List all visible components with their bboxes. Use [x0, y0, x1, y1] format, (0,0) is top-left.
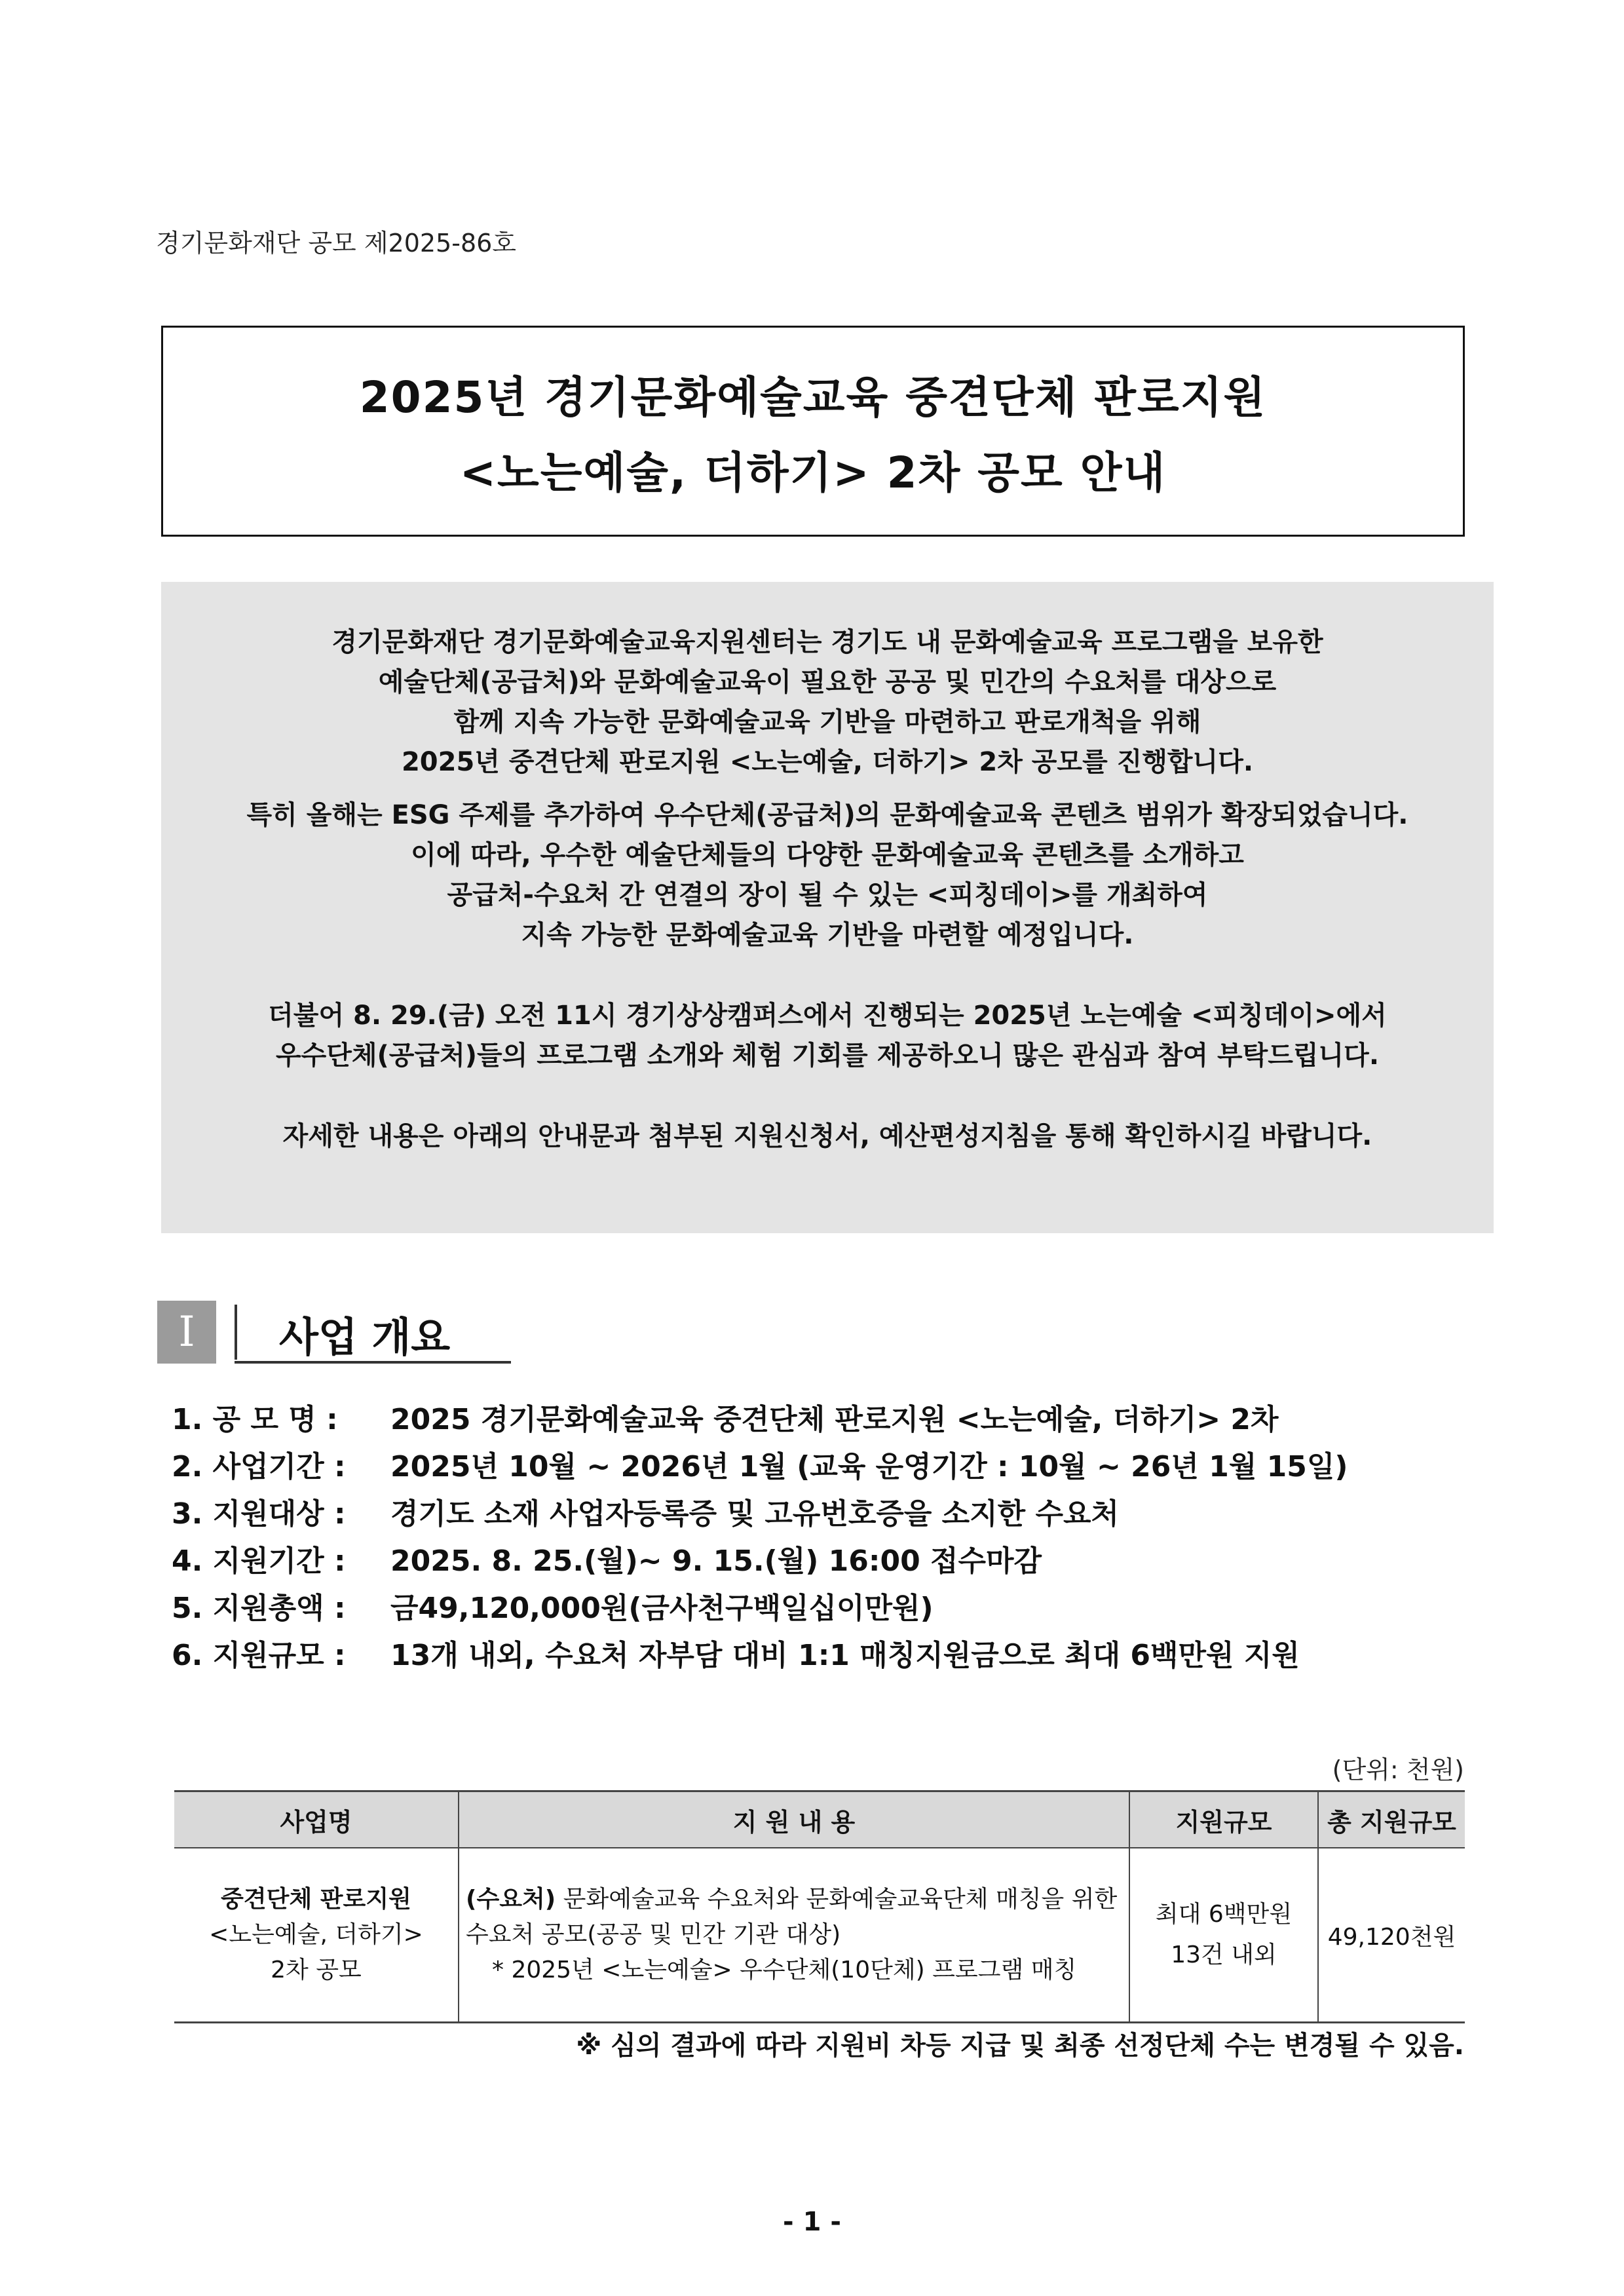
section-title: 사업 개요 — [279, 1313, 451, 1361]
intro-line: 이에 따라, 우수한 예술단체들의 다양한 문화예술교육 콘텐츠를 소개하고 — [411, 840, 1244, 870]
overview-label: 3. 지원대상 : — [172, 1497, 346, 1531]
intro-line: 우수단체(공급처)들의 프로그램 소개와 체험 기회를 제공하오니 많은 관심과 참여 부탁드립니다. — [275, 1041, 1380, 1071]
intro-box — [161, 582, 1494, 1233]
section-divider — [235, 1305, 237, 1360]
table-header: 지원규모 — [1129, 1791, 1318, 1848]
project-name-line: 중견단체 판로지원 — [221, 1886, 411, 1913]
support-table — [174, 1790, 1465, 2023]
overview-item — [172, 1535, 1482, 1582]
table-row — [174, 1848, 1465, 2023]
table-header: 사업명 — [174, 1791, 459, 1848]
overview-value: 2025 경기문화예술교육 중견단체 판로지원 <노는예술, 더하기> 2차 — [390, 1403, 1279, 1436]
title-box — [161, 326, 1465, 537]
content-label: (수요처) — [466, 1886, 556, 1913]
intro-line: 지속 가능한 문화예술교육 기반을 마련할 예정입니다. — [521, 920, 1134, 950]
intro-line: 함께 지속 가능한 문화예술교육 기반을 마련하고 판로개척을 위해 — [453, 707, 1201, 737]
cell-project-name — [174, 1848, 459, 2023]
content-line: 수요처 공모(공공 및 민간 기관 대상) — [466, 1921, 841, 1948]
overview-label: 1. 공 모 명 : — [172, 1403, 338, 1436]
overview-value: 2025년 10월 ~ 2026년 1월 (교육 운영기간 : 10월 ~ 26년 1월 15일) — [390, 1450, 1348, 1483]
content-line — [466, 1882, 1128, 1917]
project-name-line: <노는예술, 더하기> — [209, 1921, 423, 1948]
cell-total-scale: 49,120천원 — [1318, 1848, 1465, 2023]
table-header: 지 원 내 용 — [459, 1791, 1129, 1848]
table-header-row — [174, 1791, 1465, 1848]
overview-list — [172, 1393, 1482, 1676]
content-note: * 2025년 <노는예술> 우수단체(10단체) 프로그램 매칭 — [492, 1957, 1077, 1983]
intro-line: 2025년 중견단체 판로지원 <노는예술, 더하기> 2차 공모를 진행합니다. — [401, 747, 1254, 777]
intro-line: 자세한 내용은 아래의 안내문과 첨부된 지원신청서, 예산편성지침을 통해 확인하시길 바랍니다. — [282, 1121, 1372, 1151]
intro-line: 경기문화재단 경기문화예술교육지원센터는 경기도 내 문화예술교육 프로그램을 보유한 — [331, 627, 1323, 657]
overview-item — [172, 1393, 1482, 1440]
cell-support-scale — [1129, 1848, 1318, 2023]
overview-value: 금49,120,000원(금사천구백일십이만원) — [390, 1592, 934, 1625]
document-number: 경기문화재단 공모 제2025-86호 — [156, 229, 517, 258]
overview-item — [172, 1487, 1482, 1535]
cell-support-content — [459, 1848, 1129, 2023]
overview-item — [172, 1582, 1482, 1629]
overview-item — [172, 1440, 1482, 1487]
overview-label: 6. 지원규모 : — [172, 1639, 346, 1672]
overview-value: 경기도 소재 사업자등록증 및 고유번호증을 소지한 수요처 — [390, 1497, 1120, 1531]
project-name-line: 2차 공모 — [271, 1957, 362, 1983]
overview-label: 5. 지원총액 : — [172, 1592, 346, 1625]
table-header: 총 지원규모 — [1318, 1791, 1465, 1848]
overview-label: 4. 지원기간 : — [172, 1544, 346, 1578]
content-text: 문화예술교육 수요처와 문화예술교육단체 매칭을 위한 — [556, 1886, 1118, 1913]
title-line-2: <노는예술, 더하기> 2차 공모 안내 — [459, 448, 1167, 498]
overview-label: 2. 사업기간 : — [172, 1450, 346, 1483]
section-heading — [157, 1301, 511, 1366]
intro-line: 더불어 8. 29.(금) 오전 11시 경기상상캠퍼스에서 진행되는 2025년 노는예술 <피칭데이>에서 — [268, 1001, 1387, 1031]
page-number: - 1 - — [783, 2207, 841, 2237]
overview-value: 13개 내외, 수요처 자부담 대비 1:1 매칭지원금으로 최대 6백만원 지원 — [390, 1639, 1300, 1672]
unit-note: (단위: 천원) — [1332, 1755, 1464, 1784]
overview-item — [172, 1629, 1482, 1676]
footnote: ※ 심의 결과에 따라 지원비 차등 지급 및 최종 선정단체 수는 변경될 수 있음. — [576, 2031, 1464, 2061]
intro-line: 특히 올해는 ESG 주제를 추가하여 우수단체(공급처)의 문화예술교육 콘텐츠 범위가 확장되었습니다. — [246, 800, 1408, 830]
section-number: I — [157, 1301, 216, 1364]
intro-line: 예술단체(공급처)와 문화예술교육이 필요한 공공 및 민간의 수요처를 대상으로 — [378, 667, 1277, 697]
scale-line: 최대 6백만원 — [1155, 1901, 1293, 1928]
title-line-1: 2025년 경기문화예술교육 중견단체 판로지원 — [359, 372, 1267, 423]
scale-line: 13건 내외 — [1171, 1942, 1277, 1968]
intro-line: 공급처-수요처 간 연결의 장이 될 수 있는 <피칭데이>를 개최하여 — [447, 880, 1208, 910]
overview-value: 2025. 8. 25.(월)~ 9. 15.(월) 16:00 접수마감 — [390, 1544, 1042, 1578]
